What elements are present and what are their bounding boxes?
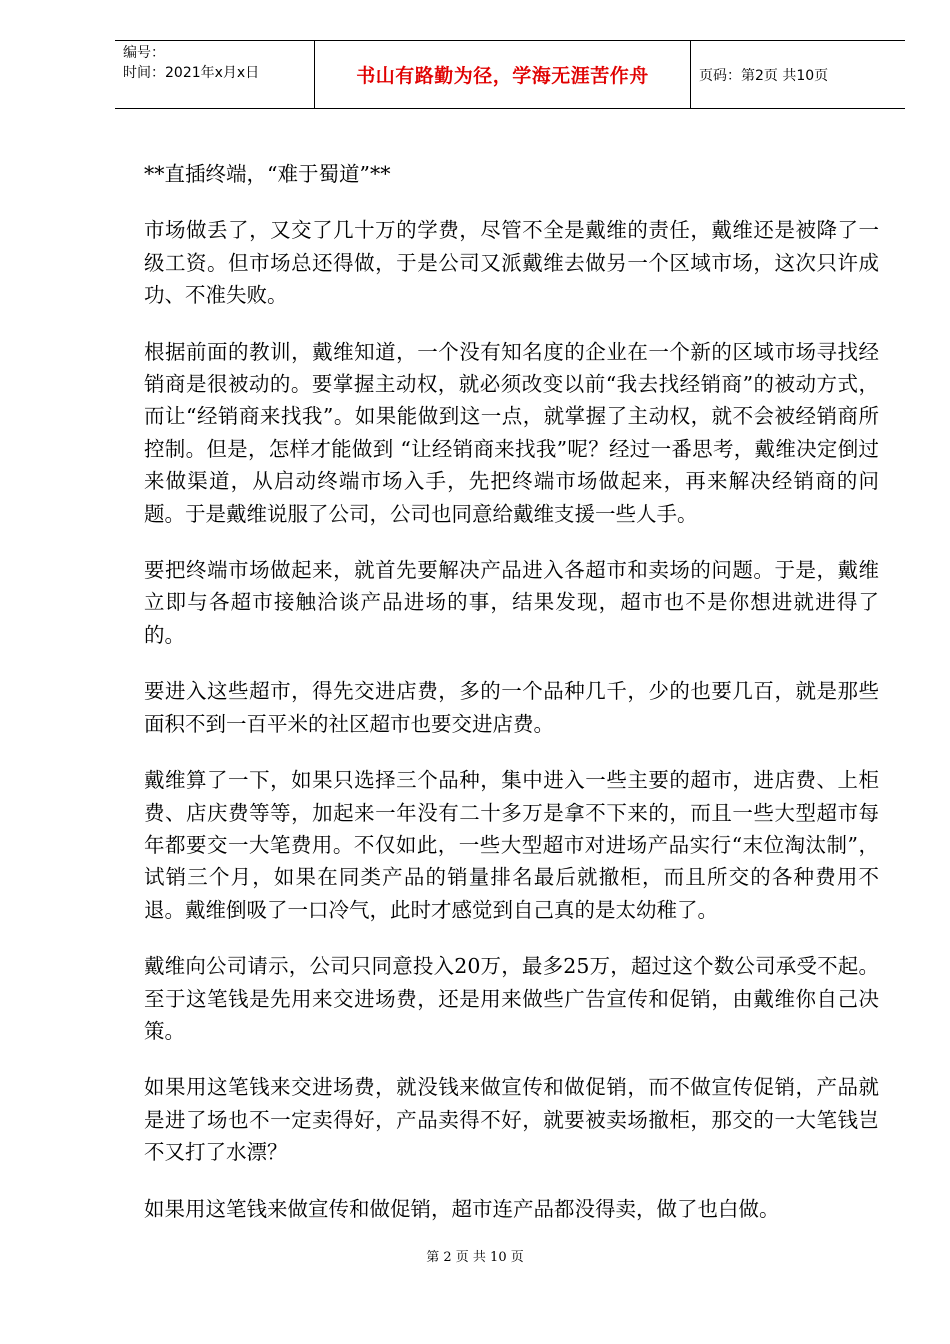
document-time-label: 时间：2021年x月x日 <box>123 65 260 81</box>
paragraph: 如果用这笔钱来做宣传和做促销，超市连产品都没得卖，做了也白做。 <box>144 1196 780 1221</box>
paragraph: 市场做丢了，又交了几十万的学费，尽管不全是戴维的责任，戴维还是被降了一级工资。但市场总还得做，于是公司又派戴维去做另一个区域市场，这次只许成功、不准失败。 <box>144 218 879 308</box>
paragraph: 戴维向公司请示，公司只同意投入20万，最多25万，超过这个数公司承受不起。至于这笔钱是先用来交进场费，还是用来做些广告宣传和促销，由戴维你自己决策。 <box>144 954 879 1043</box>
header-meta <box>115 41 315 108</box>
page-footer: 第 2 页 共 10 页 <box>426 1250 524 1265</box>
header-page-info: 页码：第2页 共10页 <box>699 67 829 84</box>
document-body <box>144 158 879 1249</box>
header-motto: 书山有路勤为径，学海无涯苦作舟 <box>315 41 691 108</box>
paragraph: 如果用这笔钱来交进场费，就没钱来做宣传和做促销，而不做宣传促销，产品就是进了场也不一定卖得好，产品卖得不好，就要被卖场撤柜，那交的一大笔钱岂不又打了水漂？ <box>144 1075 879 1165</box>
page-header <box>115 40 905 109</box>
document-number-label: 编号： <box>123 45 165 61</box>
paragraph: 要进入这些超市，得先交进店费，多的一个品种几千，少的也要几百，就是那些面积不到一百平米的社区超市也要交进店费。 <box>144 679 879 736</box>
paragraph: 戴维算了一下，如果只选择三个品种，集中进入一些主要的超市，进店费、上柜费、店庆费等等，加起来一年没有二十多万是拿不下来的，而且一些大型超市每年都要交一大笔费用。不仅如此，一些大型超市对进场产品实行“末位淘汰制”，试销三个月，如果在同类产品的销量排名最后就撤柜，而且所交的各种费用不退。戴维倒吸了一口冷气，此时才感觉到自己真的是太幼稚了。 <box>144 768 879 922</box>
paragraph: 根据前面的教训，戴维知道，一个没有知名度的企业在一个新的区域市场寻找经销商是很被动的。要掌握主动权，就必须改变以前“我去找经销商”的被动方式，而让“经销商来找我”。如果能做到这一点，就掌握了主动权，就不会被经销商所控制。但是，怎样才能做到 “让经销商来找我”呢？经过一番思考，戴维决定倒过来做渠道，从启动终端市场入手，先把终端市场做起来，再来解决经销商的问题。于是戴维说服了公司，公司也同意给戴维支援一些人手。 <box>144 339 879 526</box>
section-heading: **直插终端，“难于蜀道”** <box>144 162 391 186</box>
paragraph: 要把终端市场做起来，就首先要解决产品进入各超市和卖场的问题。于是，戴维立即与各超市接触洽谈产品进场的事，结果发现，超市也不是你想进就进得了的。 <box>144 558 879 647</box>
